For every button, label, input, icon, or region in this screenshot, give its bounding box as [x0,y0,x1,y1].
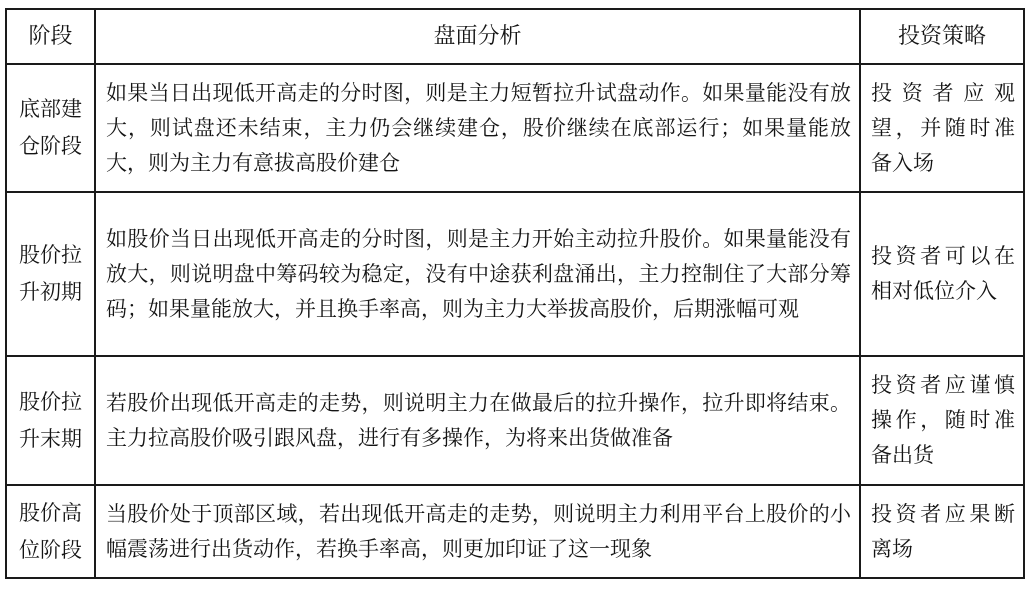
stage-cell: 股价拉升初期 [6,192,95,356]
stage-cell: 底部建仓阶段 [6,64,95,192]
header-analysis: 盘面分析 [95,9,860,64]
strategy-cell: 投资者应果断离场 [860,485,1024,578]
table-row [6,192,1024,356]
analysis-cell: 如果当日出现低开高走的分时图，则是主力短暂拉升试盘动作。如果量能没有放大，则试盘还未结束，主力仍会继续建仓，股价继续在底部运行；如果量能放大，则为主力有意拔高股价建仓 [95,64,860,192]
table-row [6,356,1024,485]
header-stage: 阶段 [6,9,95,64]
stage-cell: 股价拉升末期 [6,356,95,485]
table-row [6,64,1024,192]
analysis-cell: 如股价当日出现低开高走的分时图，则是主力开始主动拉升股价。如果量能没有放大，则说明盘中筹码较为稳定，没有中途获利盘涌出，主力控制住了大部分筹码；如果量能放大，并且换手率高，则为主力大举拔高股价，后期涨幅可观 [95,192,860,356]
strategy-cell: 投资者应观望，并随时准备入场 [860,64,1024,192]
table-row [6,485,1024,578]
stage-cell: 股价高位阶段 [6,485,95,578]
strategy-cell: 投资者应谨慎操作，随时准备出货 [860,356,1024,485]
analysis-cell: 若股价出现低开高走的走势，则说明主力在做最后的拉升操作，拉升即将结束。主力拉高股价吸引跟风盘，进行有多操作，为将来出货做准备 [95,356,860,485]
strategy-table [5,8,1025,579]
header-strategy: 投资策略 [860,9,1024,64]
strategy-cell: 投资者可以在相对低位介入 [860,192,1024,356]
table-header-row [6,9,1024,64]
analysis-cell: 当股价处于顶部区域，若出现低开高走的走势，则说明主力利用平台上股价的小幅震荡进行出货动作，若换手率高，则更加印证了这一现象 [95,485,860,578]
strategy-table-container [5,8,1025,579]
